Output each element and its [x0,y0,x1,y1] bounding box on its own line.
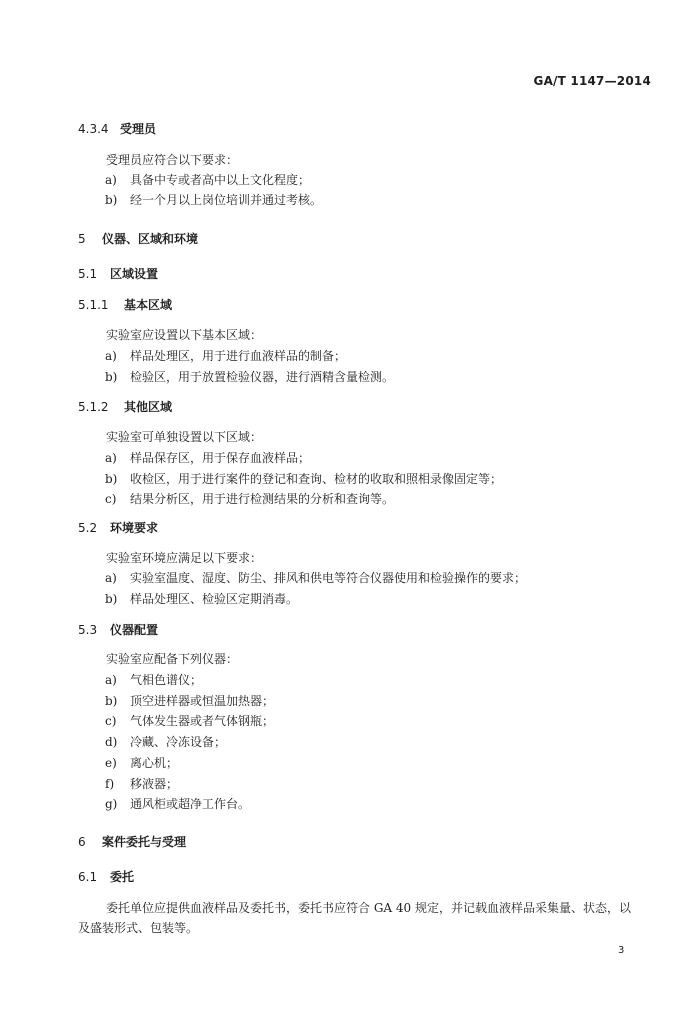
item-label: b) [105,193,118,207]
heading-number: 5.3 [78,623,98,637]
heading-number: 5.2 [78,521,98,535]
intro-text: 实验室应设置以下基本区域： [106,328,263,342]
item-text: 结果分析区，用于进行检测结果的分析和查询等。 [130,492,395,506]
item-text: 样品处理区、检验区定期消毒。 [130,592,299,606]
item-text: 顶空进样器或恒温加热器； [130,694,275,708]
list-item [105,796,250,812]
list-item [105,172,310,188]
list-item [105,693,274,709]
heading-title: 区域设置 [110,267,159,281]
item-label: a) [105,349,117,363]
heading-title: 环境要求 [110,521,159,535]
item-text: 样品处理区，用于进行血液样品的制备； [130,349,347,363]
item-label: c) [105,492,117,506]
heading-6-1 [78,869,134,885]
heading-number: 5.1.1 [78,298,109,312]
intro-text: 实验室环境应满足以下要求： [106,551,263,565]
item-label: b) [105,472,118,486]
list-item [105,776,178,792]
list-item [105,755,178,771]
heading-title: 基本区域 [124,298,173,312]
heading-5-1 [78,266,158,282]
list-item [105,471,502,487]
item-text: 样品保存区，用于保存血液样品； [130,451,311,465]
item-text: 具备中专或者高中以上文化程度； [130,173,311,187]
item-label: b) [105,694,118,708]
item-label: a) [105,173,117,187]
heading-5-1-1 [78,297,172,313]
list-item [105,491,394,507]
heading-title: 仪器配置 [110,623,159,637]
intro-text: 实验室应配备下列仪器： [106,652,239,666]
item-label: a) [105,571,117,585]
item-text: 气相色谱仪； [130,673,203,687]
body-paragraph-line: 及盛装形式、包装等。 [78,921,199,935]
item-label: a) [105,451,117,465]
item-text: 冷藏、冷冻设备； [130,735,227,749]
body-paragraph-line: 委托单位应提供血液样品及委托书，委托书应符合 GA 40 规定，并记载血液样品采集量、状态，以 [106,901,631,915]
heading-title: 受理员 [120,122,157,136]
heading-number: 4.3.4 [78,122,109,136]
intro-text: 实验室可单独设置以下区域： [106,430,263,444]
item-label: g) [105,797,118,811]
list-item [105,672,202,688]
heading-5-2 [78,520,158,536]
intro-text: 受理员应符合以下要求： [106,153,239,167]
item-label: b) [105,592,118,606]
item-text: 经一个月以上岗位培训并通过考核。 [130,193,323,207]
item-text: 通风柜或超净工作台。 [130,797,251,811]
standard-code: GA/T 1147—2014 [533,74,651,88]
heading-5-1-2 [78,399,172,415]
list-item [105,192,322,208]
item-label: c) [105,714,117,728]
heading-number: 5.1.2 [78,400,109,414]
item-label: a) [105,673,117,687]
heading-number: 5 [78,232,86,246]
heading-5 [78,231,198,247]
list-item [105,734,226,750]
item-text: 离心机； [130,756,179,770]
list-item [105,450,310,466]
list-item [105,713,274,729]
list-item [105,570,526,586]
heading-title: 仪器、区域和环境 [102,232,199,246]
list-item [105,591,298,607]
heading-6 [78,834,186,850]
heading-title: 案件委托与受理 [102,835,187,849]
item-text: 移液器； [130,777,179,791]
item-text: 实验室温度、湿度、防尘、排风和供电等符合仪器使用和检验操作的要求； [130,571,527,585]
item-label: e) [105,756,117,770]
page-number: 3 [618,945,625,956]
item-label: f) [105,777,115,791]
item-label: d) [105,735,118,749]
list-item [105,369,394,385]
heading-4-3-4 [78,121,156,137]
heading-title: 其他区域 [124,400,173,414]
item-label: b) [105,370,118,384]
heading-number: 6.1 [78,870,98,884]
list-item [105,348,346,364]
item-text: 气体发生器或者气体钢瓶； [130,714,275,728]
heading-5-3 [78,622,158,638]
item-text: 收检区，用于进行案件的登记和查询、检材的收取和照相录像固定等； [130,472,503,486]
heading-number: 6 [78,835,86,849]
item-text: 检验区，用于放置检验仪器，进行酒精含量检测。 [130,370,395,384]
heading-number: 5.1 [78,267,98,281]
heading-title: 委托 [110,870,135,884]
